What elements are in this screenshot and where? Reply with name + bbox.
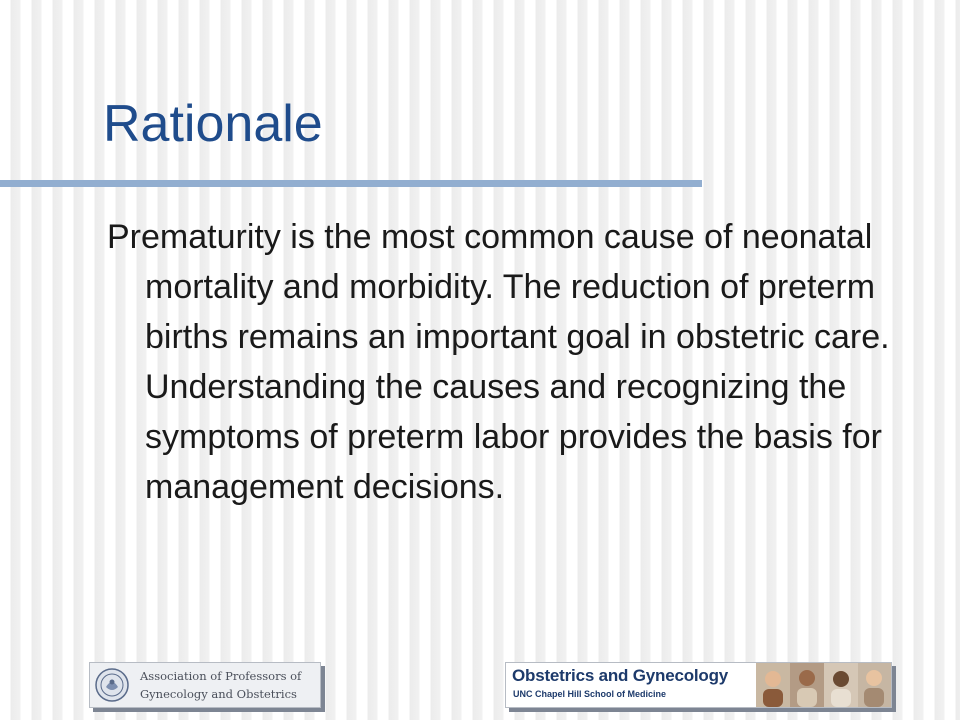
- slide-title: Rationale: [103, 95, 323, 153]
- apgo-logo: [89, 662, 321, 708]
- slide-body-text: Prematurity is the most common cause of neonatal mortality and morbidity. The reduction of preterm births remains an important goal in obstetric care. Understanding the causes and recognizing the symptoms of preterm labor provides the basis for management decisions.: [107, 218, 890, 506]
- unc-obgyn-logo: [505, 662, 892, 708]
- unc-logo-title: Obstetrics and Gynecology: [512, 666, 729, 685]
- apgo-seal-icon: [94, 667, 130, 703]
- apgo-logo-line-1: Association of Professors of: [140, 669, 302, 683]
- family-photo-strip-icon: [756, 663, 891, 707]
- unc-logo-subtitle: UNC Chapel Hill School of Medicine: [513, 689, 667, 699]
- apgo-logo-text: [140, 667, 301, 703]
- title-underline-rule: [0, 180, 702, 187]
- apgo-logo-line-2: Gynecology and Obstetrics: [140, 687, 297, 701]
